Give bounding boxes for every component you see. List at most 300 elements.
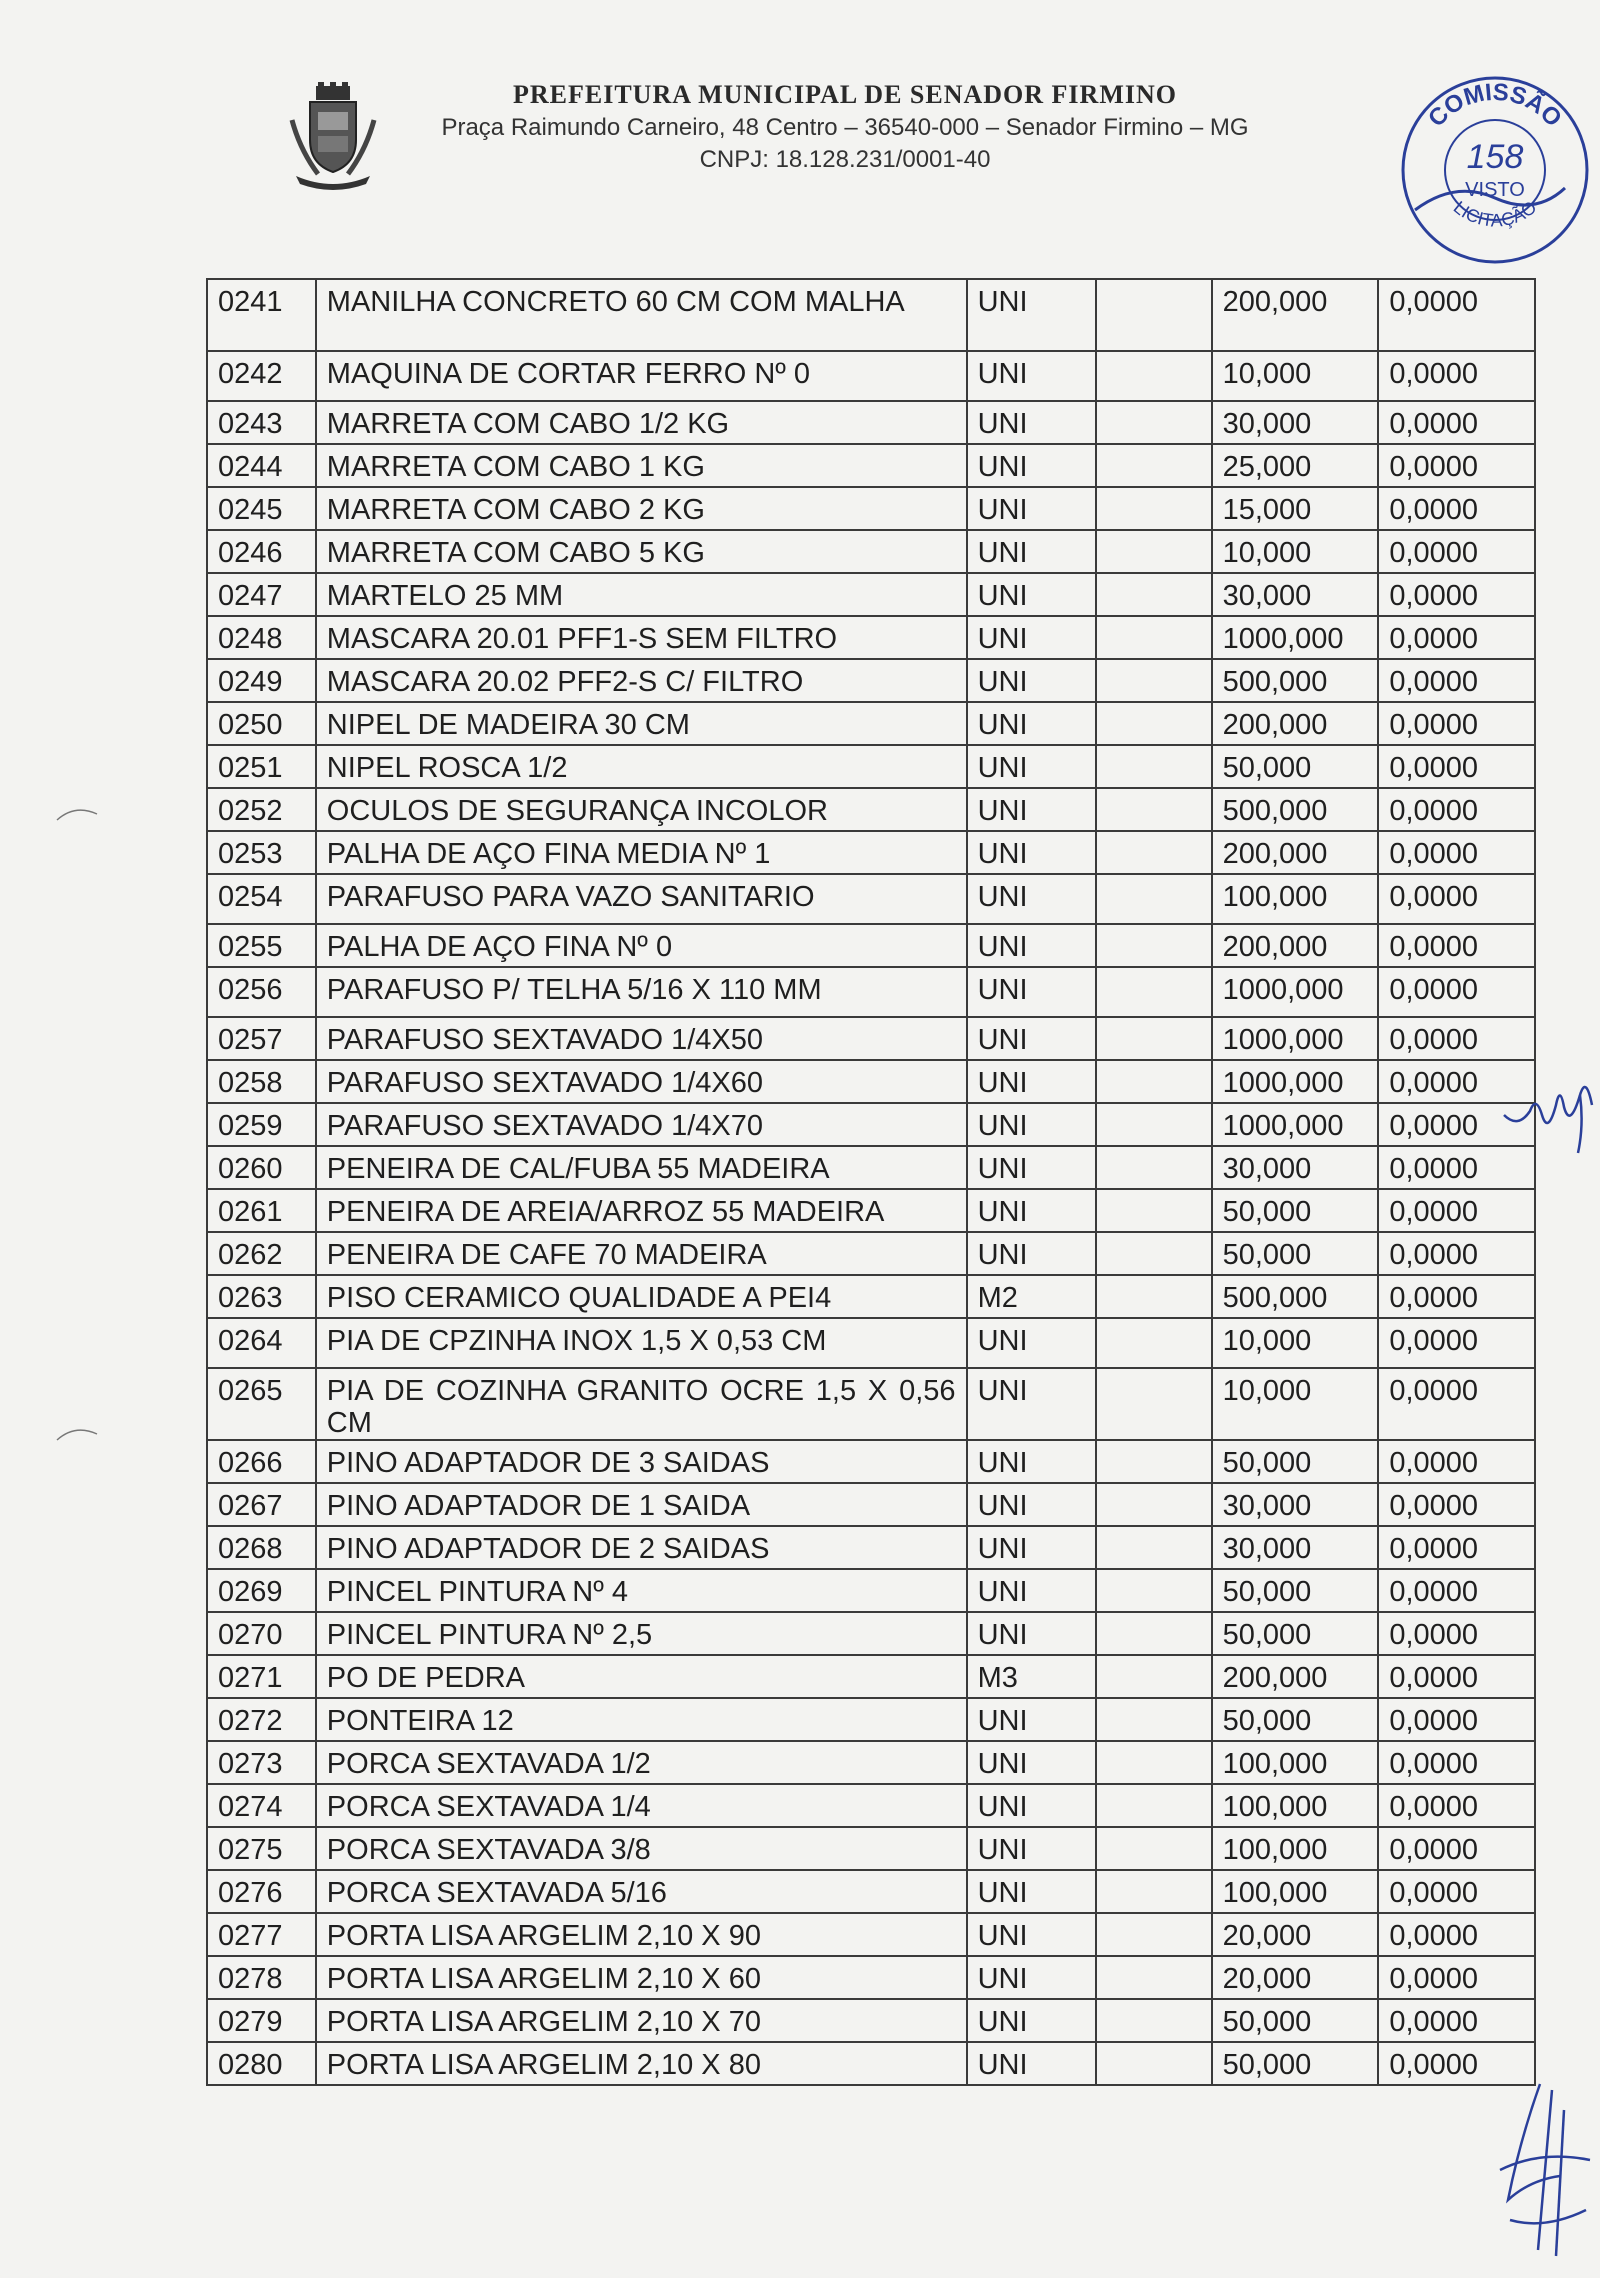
table-row (207, 1103, 1535, 1146)
item-code: 0247 (207, 573, 316, 616)
item-unit: UNI (967, 1232, 1096, 1275)
item-code: 0243 (207, 401, 316, 444)
item-description: PALHA DE AÇO FINA MEDIA Nº 1 (316, 831, 967, 874)
item-blank-cell (1096, 1698, 1212, 1741)
item-blank-cell (1096, 401, 1212, 444)
coat-of-arms-icon (278, 80, 388, 190)
item-unit-price: 0,0000 (1378, 1318, 1535, 1368)
item-quantity: 15,000 (1212, 487, 1379, 530)
item-code: 0268 (207, 1526, 316, 1569)
item-unit: UNI (967, 745, 1096, 788)
item-unit: UNI (967, 1827, 1096, 1870)
item-description: PARAFUSO PARA VAZO SANITARIO (316, 874, 967, 924)
item-unit: UNI (967, 1146, 1096, 1189)
item-code: 0252 (207, 788, 316, 831)
item-description: MARRETA COM CABO 1/2 KG (316, 401, 967, 444)
item-unit: UNI (967, 1784, 1096, 1827)
table-row (207, 1698, 1535, 1741)
item-quantity: 10,000 (1212, 1318, 1379, 1368)
item-unit-price: 0,0000 (1378, 924, 1535, 967)
item-unit-price: 0,0000 (1378, 831, 1535, 874)
item-unit: UNI (967, 616, 1096, 659)
item-code: 0244 (207, 444, 316, 487)
item-description: PORCA SEXTAVADA 3/8 (316, 1827, 967, 1870)
table-row (207, 831, 1535, 874)
item-unit-price: 0,0000 (1378, 1956, 1535, 1999)
item-unit: UNI (967, 1999, 1096, 2042)
item-blank-cell (1096, 1569, 1212, 1612)
items-table (206, 278, 1536, 2086)
item-unit-price: 0,0000 (1378, 1483, 1535, 1526)
item-blank-cell (1096, 1440, 1212, 1483)
item-unit-price: 0,0000 (1378, 1275, 1535, 1318)
item-blank-cell (1096, 1483, 1212, 1526)
item-unit-price: 0,0000 (1378, 1060, 1535, 1103)
item-description: PIA DE CPZINHA INOX 1,5 X 0,53 CM (316, 1318, 967, 1368)
item-unit-price: 0,0000 (1378, 487, 1535, 530)
item-quantity: 10,000 (1212, 1368, 1379, 1440)
item-unit: UNI (967, 279, 1096, 351)
item-unit: UNI (967, 1741, 1096, 1784)
table-row (207, 1741, 1535, 1784)
stamp-bottom-text: LICITAÇÃO (1449, 196, 1541, 231)
item-description: PINCEL PINTURA Nº 2,5 (316, 1612, 967, 1655)
item-description: PINO ADAPTADOR DE 2 SAIDAS (316, 1526, 967, 1569)
table-row (207, 1999, 1535, 2042)
item-blank-cell (1096, 1999, 1212, 2042)
table-row (207, 1318, 1535, 1368)
item-blank-cell (1096, 1526, 1212, 1569)
item-code: 0280 (207, 2042, 316, 2085)
table-row (207, 788, 1535, 831)
item-description: PORTA LISA ARGELIM 2,10 X 80 (316, 2042, 967, 2085)
item-description: PO DE PEDRA (316, 1655, 967, 1698)
item-unit-price: 0,0000 (1378, 2042, 1535, 2085)
item-quantity: 50,000 (1212, 745, 1379, 788)
item-quantity: 100,000 (1212, 1784, 1379, 1827)
table-row (207, 1526, 1535, 1569)
item-unit: UNI (967, 401, 1096, 444)
item-unit: UNI (967, 1483, 1096, 1526)
item-unit: UNI (967, 1440, 1096, 1483)
item-blank-cell (1096, 745, 1212, 788)
item-code: 0265 (207, 1368, 316, 1440)
item-description: PENEIRA DE CAFE 70 MADEIRA (316, 1232, 967, 1275)
item-quantity: 30,000 (1212, 1146, 1379, 1189)
table-row (207, 279, 1535, 351)
item-quantity: 1000,000 (1212, 967, 1379, 1017)
item-blank-cell (1096, 967, 1212, 1017)
item-unit-price: 0,0000 (1378, 1017, 1535, 1060)
item-description: PORTA LISA ARGELIM 2,10 X 60 (316, 1956, 967, 1999)
item-quantity: 500,000 (1212, 788, 1379, 831)
item-unit-price: 0,0000 (1378, 1103, 1535, 1146)
item-code: 0267 (207, 1483, 316, 1526)
table-row (207, 351, 1535, 401)
item-unit-price: 0,0000 (1378, 1232, 1535, 1275)
item-unit-price: 0,0000 (1378, 1189, 1535, 1232)
item-quantity: 200,000 (1212, 279, 1379, 351)
item-code: 0270 (207, 1612, 316, 1655)
item-code: 0255 (207, 924, 316, 967)
item-quantity: 50,000 (1212, 1232, 1379, 1275)
item-description: MASCARA 20.01 PFF1-S SEM FILTRO (316, 616, 967, 659)
item-blank-cell (1096, 487, 1212, 530)
item-unit-price: 0,0000 (1378, 401, 1535, 444)
item-blank-cell (1096, 924, 1212, 967)
item-unit-price: 0,0000 (1378, 1741, 1535, 1784)
item-code: 0279 (207, 1999, 316, 2042)
table-row (207, 1146, 1535, 1189)
item-quantity: 30,000 (1212, 573, 1379, 616)
table-row (207, 1655, 1535, 1698)
item-unit: UNI (967, 1526, 1096, 1569)
item-blank-cell (1096, 1368, 1212, 1440)
item-blank-cell (1096, 788, 1212, 831)
item-unit-price: 0,0000 (1378, 530, 1535, 573)
item-code: 0246 (207, 530, 316, 573)
item-description: PISO CERAMICO QUALIDADE A PEI4 (316, 1275, 967, 1318)
table-row (207, 2042, 1535, 2085)
item-unit-price: 0,0000 (1378, 1999, 1535, 2042)
item-description: PARAFUSO P/ TELHA 5/16 X 110 MM (316, 967, 967, 1017)
item-unit: UNI (967, 530, 1096, 573)
item-blank-cell (1096, 1827, 1212, 1870)
item-quantity: 200,000 (1212, 702, 1379, 745)
item-quantity: 50,000 (1212, 1569, 1379, 1612)
stamp-top-text: COMISSÃO (1423, 78, 1567, 133)
table-row (207, 616, 1535, 659)
handwritten-signature (1490, 2080, 1595, 2260)
svg-text:COMISSÃO (1423, 79, 1567, 133)
table-row (207, 1569, 1535, 1612)
item-blank-cell (1096, 616, 1212, 659)
item-unit-price: 0,0000 (1378, 1784, 1535, 1827)
item-unit: UNI (967, 573, 1096, 616)
item-blank-cell (1096, 1017, 1212, 1060)
item-unit-price: 0,0000 (1378, 788, 1535, 831)
commission-stamp-icon (1395, 70, 1595, 270)
item-code: 0256 (207, 967, 316, 1017)
item-description: PORTA LISA ARGELIM 2,10 X 70 (316, 1999, 967, 2042)
item-description: PARAFUSO SEXTAVADO 1/4X60 (316, 1060, 967, 1103)
item-code: 0278 (207, 1956, 316, 1999)
item-unit: UNI (967, 1017, 1096, 1060)
org-name: PREFEITURA MUNICIPAL DE SENADOR FIRMINO (512, 80, 1177, 109)
item-quantity: 30,000 (1212, 1483, 1379, 1526)
item-unit-price: 0,0000 (1378, 616, 1535, 659)
table-row (207, 1956, 1535, 1999)
item-quantity: 100,000 (1212, 874, 1379, 924)
item-code: 0248 (207, 616, 316, 659)
margin-mark (55, 800, 100, 830)
item-code: 0245 (207, 487, 316, 530)
table-row (207, 530, 1535, 573)
item-code: 0259 (207, 1103, 316, 1146)
item-blank-cell (1096, 1103, 1212, 1146)
table-row (207, 1870, 1535, 1913)
item-unit: UNI (967, 1569, 1096, 1612)
item-description (316, 1368, 967, 1440)
item-unit: UNI (967, 831, 1096, 874)
item-unit: UNI (967, 444, 1096, 487)
item-blank-cell (1096, 874, 1212, 924)
table-row (207, 745, 1535, 788)
item-description: PARAFUSO SEXTAVADO 1/4X50 (316, 1017, 967, 1060)
table-row (207, 487, 1535, 530)
item-description: MARRETA COM CABO 2 KG (316, 487, 967, 530)
item-blank-cell (1096, 1612, 1212, 1655)
items-table-body (207, 279, 1535, 2085)
item-description: NIPEL ROSCA 1/2 (316, 745, 967, 788)
item-description: PORCA SEXTAVADA 5/16 (316, 1870, 967, 1913)
table-row (207, 401, 1535, 444)
item-blank-cell (1096, 1913, 1212, 1956)
item-code: 0251 (207, 745, 316, 788)
item-code: 0249 (207, 659, 316, 702)
item-blank-cell (1096, 351, 1212, 401)
item-unit: M3 (967, 1655, 1096, 1698)
item-unit-price: 0,0000 (1378, 702, 1535, 745)
item-code: 0272 (207, 1698, 316, 1741)
item-blank-cell (1096, 1655, 1212, 1698)
item-unit-price: 0,0000 (1378, 1913, 1535, 1956)
letterhead (0, 80, 1600, 174)
item-blank-cell (1096, 831, 1212, 874)
table-row (207, 1017, 1535, 1060)
item-blank-cell (1096, 1870, 1212, 1913)
item-quantity: 100,000 (1212, 1741, 1379, 1784)
item-blank-cell (1096, 530, 1212, 573)
table-row (207, 1189, 1535, 1232)
item-unit: UNI (967, 788, 1096, 831)
item-code: 0264 (207, 1318, 316, 1368)
item-code: 0260 (207, 1146, 316, 1189)
item-code: 0242 (207, 351, 316, 401)
table-row (207, 1913, 1535, 1956)
item-quantity: 30,000 (1212, 401, 1379, 444)
item-quantity: 100,000 (1212, 1827, 1379, 1870)
item-description: NIPEL DE MADEIRA 30 CM (316, 702, 967, 745)
item-code: 0253 (207, 831, 316, 874)
item-unit-price: 0,0000 (1378, 659, 1535, 702)
item-unit-price: 0,0000 (1378, 1870, 1535, 1913)
item-unit-price: 0,0000 (1378, 1827, 1535, 1870)
item-unit: UNI (967, 924, 1096, 967)
item-unit-price: 0,0000 (1378, 1655, 1535, 1698)
item-blank-cell (1096, 1956, 1212, 1999)
item-blank-cell (1096, 1189, 1212, 1232)
item-quantity: 50,000 (1212, 2042, 1379, 2085)
item-code: 0276 (207, 1870, 316, 1913)
item-blank-cell (1096, 702, 1212, 745)
table-row (207, 1440, 1535, 1483)
item-unit: UNI (967, 1698, 1096, 1741)
table-row (207, 1827, 1535, 1870)
table-row (207, 924, 1535, 967)
table-row (207, 1483, 1535, 1526)
item-unit: UNI (967, 1060, 1096, 1103)
org-cnpj: CNPJ: 18.128.231/0001-40 (699, 146, 991, 173)
margin-mark (55, 1420, 100, 1450)
item-unit: UNI (967, 1612, 1096, 1655)
item-unit: UNI (967, 2042, 1096, 2085)
item-unit: UNI (967, 874, 1096, 924)
item-description: PINCEL PINTURA Nº 4 (316, 1569, 967, 1612)
item-code: 0254 (207, 874, 316, 924)
item-unit: UNI (967, 1189, 1096, 1232)
item-unit: UNI (967, 1368, 1096, 1440)
item-description: PINO ADAPTADOR DE 1 SAIDA (316, 1483, 967, 1526)
table-row (207, 1060, 1535, 1103)
item-unit: M2 (967, 1275, 1096, 1318)
item-code: 0277 (207, 1913, 316, 1956)
item-code: 0263 (207, 1275, 316, 1318)
item-description: MASCARA 20.02 PFF2-S C/ FILTRO (316, 659, 967, 702)
table-row (207, 1612, 1535, 1655)
item-code: 0274 (207, 1784, 316, 1827)
item-blank-cell (1096, 1275, 1212, 1318)
item-quantity: 50,000 (1212, 1999, 1379, 2042)
item-blank-cell (1096, 2042, 1212, 2085)
table-row (207, 702, 1535, 745)
item-description: MARTELO 25 MM (316, 573, 967, 616)
item-description-text: PIA DE COZINHA GRANITO OCRE 1,5 X 0,56 CM (326, 1375, 956, 1439)
item-blank-cell (1096, 1232, 1212, 1275)
item-description: OCULOS DE SEGURANÇA INCOLOR (316, 788, 967, 831)
item-quantity: 1000,000 (1212, 1017, 1379, 1060)
item-unit: UNI (967, 1103, 1096, 1146)
item-unit-price: 0,0000 (1378, 1368, 1535, 1440)
table-row (207, 874, 1535, 924)
item-quantity: 50,000 (1212, 1189, 1379, 1232)
table-row (207, 1275, 1535, 1318)
item-unit-price: 0,0000 (1378, 874, 1535, 924)
item-blank-cell (1096, 1784, 1212, 1827)
item-description: PORTA LISA ARGELIM 2,10 X 90 (316, 1913, 967, 1956)
item-unit-price: 0,0000 (1378, 573, 1535, 616)
item-quantity: 20,000 (1212, 1956, 1379, 1999)
item-code: 0258 (207, 1060, 316, 1103)
item-code: 0250 (207, 702, 316, 745)
svg-text:LICITAÇÃO (1450, 197, 1540, 231)
item-description: MARRETA COM CABO 1 KG (316, 444, 967, 487)
item-blank-cell (1096, 1146, 1212, 1189)
item-unit: UNI (967, 351, 1096, 401)
item-code: 0261 (207, 1189, 316, 1232)
item-quantity: 50,000 (1212, 1440, 1379, 1483)
item-unit-price: 0,0000 (1378, 1440, 1535, 1483)
item-unit: UNI (967, 1956, 1096, 1999)
item-code: 0241 (207, 279, 316, 351)
table-row (207, 444, 1535, 487)
item-quantity: 100,000 (1212, 1870, 1379, 1913)
item-blank-cell (1096, 573, 1212, 616)
item-description: PORCA SEXTAVADA 1/2 (316, 1741, 967, 1784)
item-unit-price: 0,0000 (1378, 1526, 1535, 1569)
stamp-middle-text: VISTO (1465, 179, 1525, 201)
item-quantity: 1000,000 (1212, 1060, 1379, 1103)
item-quantity: 50,000 (1212, 1612, 1379, 1655)
item-code: 0262 (207, 1232, 316, 1275)
item-unit: UNI (967, 487, 1096, 530)
item-description: PARAFUSO SEXTAVADO 1/4X70 (316, 1103, 967, 1146)
item-unit-price: 0,0000 (1378, 1569, 1535, 1612)
item-code: 0257 (207, 1017, 316, 1060)
item-blank-cell (1096, 659, 1212, 702)
item-quantity: 10,000 (1212, 351, 1379, 401)
item-quantity: 10,000 (1212, 530, 1379, 573)
item-description: PALHA DE AÇO FINA Nº 0 (316, 924, 967, 967)
item-unit: UNI (967, 1913, 1096, 1956)
item-code: 0275 (207, 1827, 316, 1870)
item-quantity: 25,000 (1212, 444, 1379, 487)
item-quantity: 200,000 (1212, 924, 1379, 967)
item-blank-cell (1096, 1741, 1212, 1784)
item-quantity: 500,000 (1212, 659, 1379, 702)
item-description (316, 279, 967, 351)
item-unit: UNI (967, 1318, 1096, 1368)
item-unit: UNI (967, 1870, 1096, 1913)
item-blank-cell (1096, 279, 1212, 351)
item-unit-price: 0,0000 (1378, 351, 1535, 401)
item-unit: UNI (967, 659, 1096, 702)
item-quantity: 20,000 (1212, 1913, 1379, 1956)
item-quantity: 30,000 (1212, 1526, 1379, 1569)
table-row (207, 659, 1535, 702)
item-blank-cell (1096, 1318, 1212, 1368)
item-unit-price: 0,0000 (1378, 1612, 1535, 1655)
table-row (207, 1784, 1535, 1827)
item-description: PENEIRA DE AREIA/ARROZ 55 MADEIRA (316, 1189, 967, 1232)
item-quantity: 500,000 (1212, 1275, 1379, 1318)
item-unit-price: 0,0000 (1378, 967, 1535, 1017)
table-row (207, 573, 1535, 616)
item-quantity: 50,000 (1212, 1698, 1379, 1741)
item-unit-price: 0,0000 (1378, 745, 1535, 788)
handwritten-initials (1500, 1065, 1600, 1155)
item-quantity: 200,000 (1212, 831, 1379, 874)
item-description: PONTEIRA 12 (316, 1698, 967, 1741)
item-description-text: MANILHA CONCRETO 60 CM COM MALHA (326, 286, 905, 318)
item-code: 0271 (207, 1655, 316, 1698)
table-row (207, 967, 1535, 1017)
item-quantity: 1000,000 (1212, 1103, 1379, 1146)
item-description: PENEIRA DE CAL/FUBA 55 MADEIRA (316, 1146, 967, 1189)
item-description: MAQUINA DE CORTAR FERRO Nº 0 (316, 351, 967, 401)
org-address: Praça Raimundo Carneiro, 48 Centro – 36540-000 – Senador Firmino – MG (441, 114, 1249, 141)
item-unit-price: 0,0000 (1378, 1698, 1535, 1741)
item-quantity: 1000,000 (1212, 616, 1379, 659)
table-row (207, 1232, 1535, 1275)
item-code: 0269 (207, 1569, 316, 1612)
item-blank-cell (1096, 1060, 1212, 1103)
stamp-number: 158 (1466, 138, 1524, 176)
item-description: PINO ADAPTADOR DE 3 SAIDAS (316, 1440, 967, 1483)
item-unit-price: 0,0000 (1378, 279, 1535, 351)
item-unit: UNI (967, 967, 1096, 1017)
item-unit: UNI (967, 702, 1096, 745)
item-blank-cell (1096, 444, 1212, 487)
item-description: MARRETA COM CABO 5 KG (316, 530, 967, 573)
item-description: PORCA SEXTAVADA 1/4 (316, 1784, 967, 1827)
item-unit-price: 0,0000 (1378, 444, 1535, 487)
item-unit-price: 0,0000 (1378, 1146, 1535, 1189)
item-code: 0273 (207, 1741, 316, 1784)
table-row (207, 1368, 1535, 1440)
item-code: 0266 (207, 1440, 316, 1483)
item-quantity: 200,000 (1212, 1655, 1379, 1698)
